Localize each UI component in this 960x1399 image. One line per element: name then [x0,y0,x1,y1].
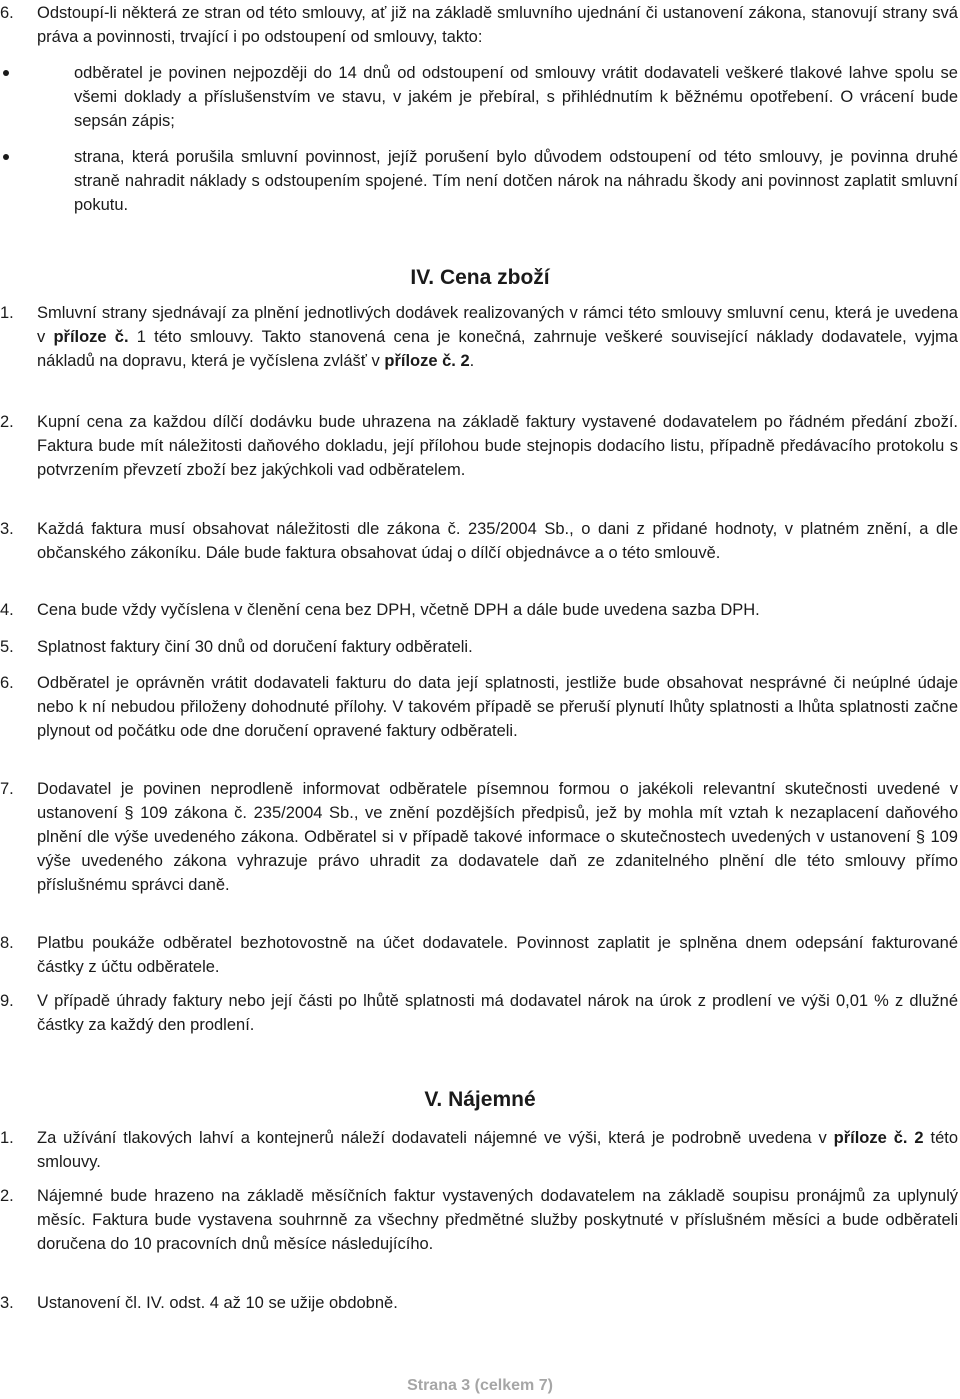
paragraph-v-3 [0,1291,958,1315]
section-heading-v: V. Nájemné [424,1088,536,1111]
bullet-text: strana, která porušila smluvní povinnost, jejíž porušení bylo důvodem odstoupení od této smlouvy, je povinna druhé straně nahradit náklady s odstoupením spojené. Tím není dotčen nárok na náhradu škody ani povinnost zaplatit smluvní pokutu. [74,148,958,214]
paragraph-text: Smluvní strany sjednávají za plnění jednotlivých dodávek realizovaných v rámci této smlouvy smluvní cenu, která je uvedena v příloze č. 1 této smlouvy. Takto stanovená cena je konečná, zahrnuje veškeré související náklady dodavatele, vyjma nákladů na dopravu, která je vyčíslena zvlášť v příloze č. 2. [37,304,958,370]
paragraph-text: Kupní cena za každou dílčí dodávku bude uhrazena na základě faktury vystavené dodavatelem po řádném předání zboží. Faktura bude mít náležitosti daňového dokladu, její přílohou bude stejnopis dodacího listu, případně předávacího protokolu s potvrzením převzetí zboží bez jakýchkoli vad odběratelem. [37,413,958,479]
paragraph-number: 2. [0,1187,14,1205]
paragraph-number: 3. [0,520,14,538]
paragraph-number: 1. [0,1129,14,1147]
paragraph-iv-8 [0,931,958,979]
paragraph-text: Za užívání tlakových lahví a kontejnerů náleží dodavateli nájemné ve výši, která je podrobně uvedena v příloze č. 2 této smlouvy. [37,1129,959,1171]
paragraph-number: 6. [0,4,14,22]
paragraph-v-1 [0,1126,958,1174]
paragraph-text: Platbu poukáže odběratel bezhotovostně na účet dodavatele. Povinnost zaplatit je splněna dnem odepsání fakturované částky z účtu odběratele. [37,934,958,976]
paragraph-iv-7 [0,777,958,897]
paragraph-text: Splatnost faktury činí 30 dnů od doručení faktury odběrateli. [37,638,473,656]
paragraph-iv-3 [0,517,958,565]
paragraph-text: Odstoupí-li některá ze stran od této smlouvy, ať již na základě smluvního ujednání či ustanovení zákona, stanovují strany svá práva a povinnosti, trvající i po odstoupení od smlouvy, takto: [37,4,958,46]
paragraph-text: Nájemné bude hrazeno na základě měsíčních faktur vystavených dodavatelem na základě soupisu pronájmů za uplynulý měsíc. Faktura bude vystavena souhrnně za všechny předmětné služby poskytnuté v příslušném měsíci a bude odběrateli doručena do 10 pracovních dnů měsíce následujícího. [37,1187,958,1253]
bullet-item [0,61,958,133]
paragraph-number: 1. [0,304,14,322]
paragraph-iv-6 [0,671,958,743]
bullet-text: odběratel je povinen nejpozději do 14 dnů od odstoupení od smlouvy vrátit dodavateli veškeré tlakové lahve spolu se všemi doklady a příslušenstvím ve stavu, v jakém je přebíral, s přihlédnutím k běžnému opotřebení. O vrácení bude sepsán zápis; [74,64,958,130]
paragraph-number: 4. [0,601,14,619]
paragraph-number: 3. [0,1294,14,1312]
paragraph-iv-4 [0,598,958,622]
bullet-item [0,145,958,217]
bullet-icon [3,70,9,76]
paragraph-text: Ustanovení čl. IV. odst. 4 až 10 se užije obdobně. [37,1294,398,1312]
paragraph-iv-9 [0,989,958,1037]
paragraph-iv-2 [0,410,958,482]
paragraph-iv-1 [0,301,958,373]
paragraph-iv-5 [0,635,958,659]
paragraph-text: Odběratel je oprávněn vrátit dodavateli fakturu do data její splatnosti, jestliže bude obsahovat nesprávné či neúplné údaje nebo k ní nebudou přiloženy dohodnuté přílohy. V takovém případě se přeruší plynutí lhůty splatnosti a lhůta splatnosti začne plynout od počátku ode dne doručení opravené faktury odběrateli. [37,674,958,740]
paragraph-number: 6. [0,674,14,692]
paragraph-number: 2. [0,413,14,431]
paragraph-v-2 [0,1184,958,1256]
bullet-icon [3,154,9,160]
paragraph-number: 5. [0,638,14,656]
paragraph-text: V případě úhrady faktury nebo její části po lhůtě splatnosti má dodavatel nárok na úrok z prodlení ve výši 0,01 % z dlužné částky za každý den prodlení. [37,992,958,1034]
bold-reference: příloze č. 2 [833,1129,924,1147]
bold-reference: příloze č. [53,328,129,346]
paragraph-text: Dodavatel je povinen neprodleně informovat odběratele písemnou formou o jakékoli relevantní skutečnosti uvedené v ustanovení § 109 zákona č. 235/2004 Sb., ve znění pozdějších předpisů, jež by mohla mít vztah k nezaplacení daňového plnění dle výše uvedeného zákona. Odběratel si v případě takové informace o skutečnostech uvedených v ustanovení § 109 výše uvedeného zákona vyhrazuje právo uhradit za dodavatele daň ze zdanitelného plnění dle této smlouvy přímo příslušnému správci daně. [37,780,958,894]
paragraph-number: 7. [0,780,14,798]
paragraph-text: Cena bude vždy vyčíslena v členění cena bez DPH, včetně DPH a dále bude uvedena sazba DPH. [37,601,760,619]
page-footer: Strana 3 (celkem 7) [407,1377,553,1394]
paragraph-6 [0,1,958,49]
paragraph-text: Každá faktura musí obsahovat náležitosti dle zákona č. 235/2004 Sb., o dani z přidané hodnoty, v platném znění, a dle občanského zákoníku. Dále bude faktura obsahovat údaj o dílčí objednávce a o této smlouvě. [37,520,958,562]
paragraph-number: 8. [0,934,14,952]
paragraph-number: 9. [0,992,14,1010]
bold-reference: příloze č. 2 [384,352,470,370]
section-heading-iv: IV. Cena zboží [410,266,550,289]
